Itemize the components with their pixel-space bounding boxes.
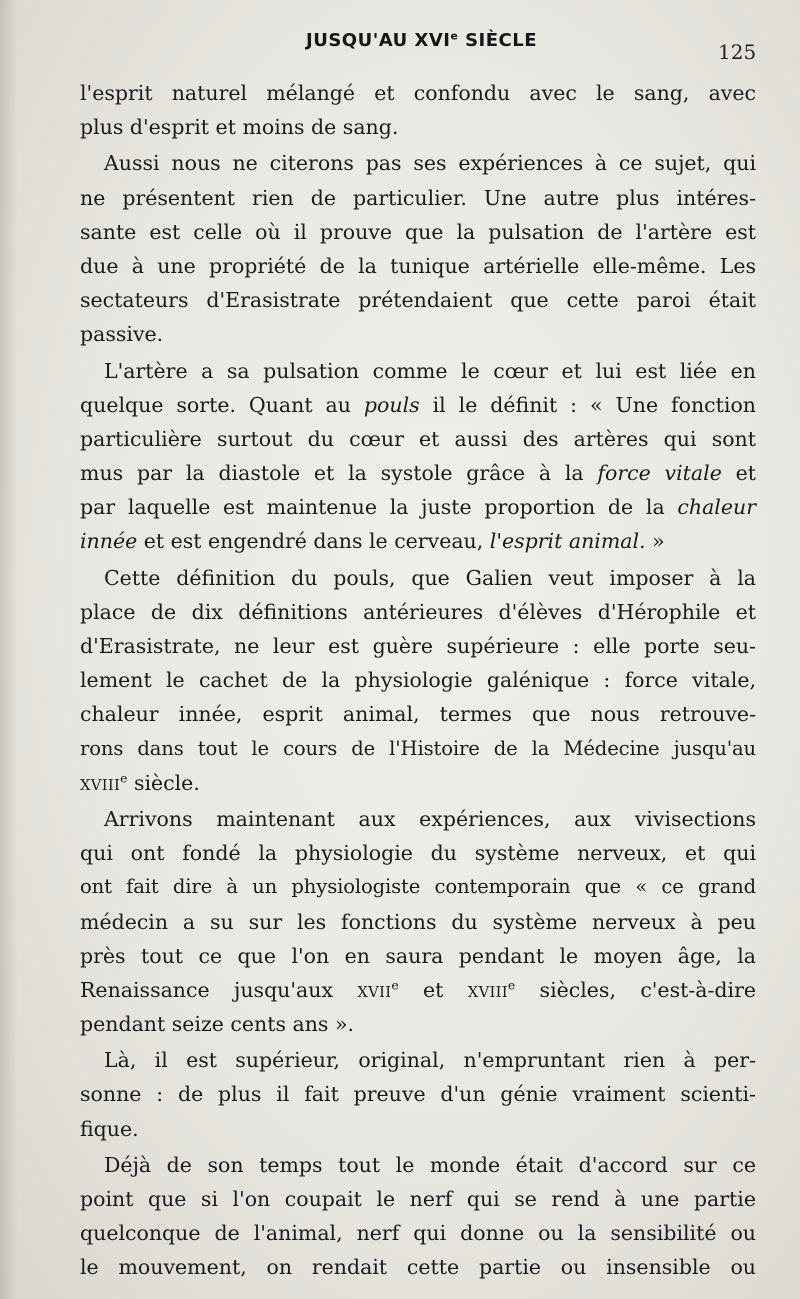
superscript: e [120, 771, 128, 786]
text-run: Renaissance jusqu'aux [80, 977, 358, 1002]
superscript: e [507, 978, 516, 993]
small-caps-run: XVIII [80, 776, 121, 794]
body-text [80, 76, 756, 1285]
text-line: sonne : de plus il fait preuve d'un génie vraiment scienti- [80, 1082, 756, 1107]
text-line: près tout ce que l'on en saura pendant le moyen âge, la [80, 943, 756, 968]
running-head-superscript: e [450, 29, 459, 43]
running-head-end: SIÈCLE [458, 30, 538, 51]
italic-run: chaleur [677, 495, 756, 520]
text-line [80, 490, 756, 524]
text-line: d'Erasistrate, ne leur est guère supérieure : elle porte seu- [80, 634, 756, 658]
text-line: sectateurs d'Erasistrate prétendaient que cette paroi était [80, 288, 756, 313]
text-run: par laquelle est maintenue la juste proportion de la [80, 495, 678, 520]
text-run: et [721, 461, 756, 486]
text-line: l'esprit naturel mélangé et confondu avec le sang, avec [80, 81, 756, 105]
text-line: Cette définition du pouls, que Galien veut imposer à la [104, 565, 756, 590]
page-number: 125 [718, 40, 757, 64]
running-head-main: JUSQU'AU XVI [306, 30, 451, 51]
text-run: et est engendré dans le cerveau, [137, 529, 490, 554]
text-line: plus d'esprit et moins de sang. [80, 115, 399, 140]
text-line: le mouvement, on rendait cette partie ou insensible ou [80, 1255, 756, 1280]
text-run: il le définit : « Une fonction [419, 392, 757, 417]
text-line: due à une propriété de la tunique artérielle elle-même. Les [80, 253, 756, 278]
text-line [80, 388, 756, 422]
text-line: Là, il est supérieur, original, n'empruntant rien à per- [104, 1048, 756, 1073]
text-line [80, 456, 756, 490]
page-gutter-shadow [0, 0, 18, 1299]
small-caps-run: XVIII [467, 983, 508, 1001]
text-line: qui ont fondé la physiologie du système nerveux, et qui [80, 841, 756, 866]
text-run: siècle. [127, 770, 200, 795]
text-run: siècles, c'est-à-dire [515, 977, 757, 1002]
text-line: sante est celle où il prouve que la pulsation de l'artère est [80, 219, 756, 244]
text-line: particulière surtout du cœur et aussi des artères qui sont [80, 426, 756, 451]
running-head [306, 30, 537, 51]
text-line: médecin a su sur les fonctions du système nerveux à peu [80, 909, 756, 934]
text-line: Aussi nous ne citerons pas ses expériences à ce sujet, qui [104, 151, 756, 176]
text-line: rons dans tout le cours de l'Histoire de la Médecine jusqu'au [80, 736, 756, 760]
text-line [80, 524, 756, 558]
text-line: ne présentent rien de particulier. Une autre plus intéres- [80, 185, 756, 210]
text-line: passive. [80, 322, 164, 347]
italic-run: innée [80, 529, 138, 554]
text-line: ont fait dire à un physiologiste contemporain que « ce grand [80, 875, 756, 899]
text-line: L'artère a sa pulsation comme le cœur et lui est liée en [104, 358, 756, 383]
text-run: » [645, 529, 665, 554]
text-line: Déjà de son temps tout le monde était d'accord sur ce [104, 1152, 756, 1177]
text-line [80, 973, 756, 1007]
text-line: chaleur innée, esprit animal, termes que nous retrouve- [80, 702, 756, 727]
text-line: pendant seize cents ans ». [80, 1012, 355, 1037]
text-line: point que si l'on coupait le nerf qui se rend à une partie [80, 1187, 756, 1211]
page-header [0, 30, 800, 62]
italic-run: l'esprit animal. [489, 529, 646, 554]
text-line: fique. [80, 1116, 139, 1141]
text-run: mus par la diastole et la systole grâce à la [80, 461, 598, 486]
text-run: et [398, 977, 468, 1002]
text-run: quelque sorte. Quant au [80, 392, 364, 417]
italic-run: pouls [363, 392, 420, 417]
text-line: lement le cachet de la physiologie galénique : force vitale, [80, 668, 756, 693]
italic-run: force vitale [597, 461, 722, 486]
small-caps-run: XVII [357, 983, 392, 1001]
text-line: Arrivons maintenant aux expériences, aux vivisections [104, 806, 756, 831]
superscript: e [391, 978, 399, 993]
text-line [80, 766, 756, 800]
text-line: place de dix définitions antérieures d'élèves d'Hérophile et [80, 599, 756, 624]
text-line: quelconque de l'animal, nerf qui donne ou la sensibilité ou [80, 1221, 756, 1246]
